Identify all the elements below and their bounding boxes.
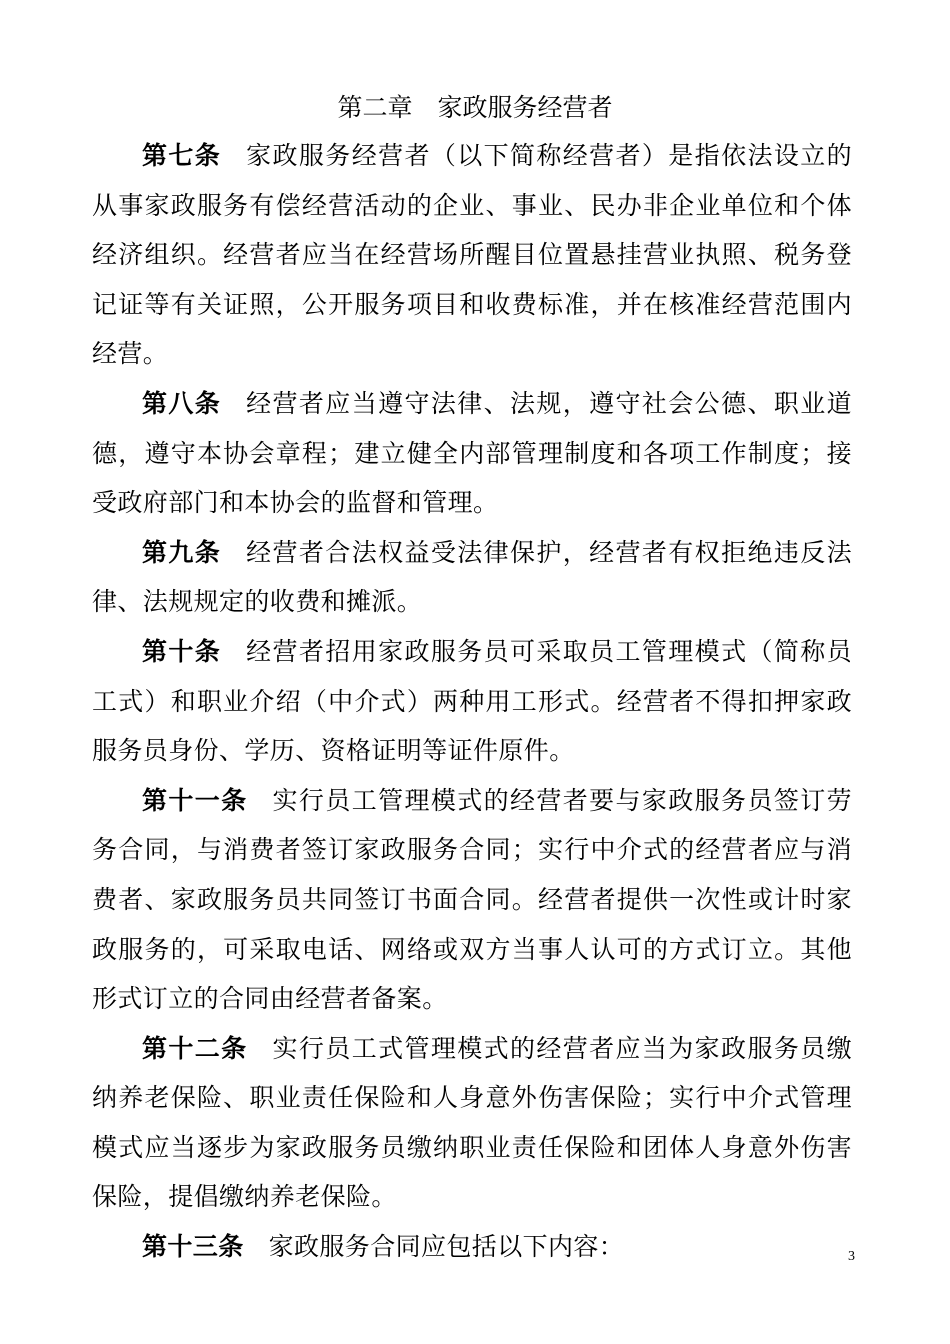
article-text: 家政服务合同应包括以下内容： xyxy=(268,1232,625,1262)
page-number: 3 xyxy=(848,1249,855,1264)
article-text: 经营者合法权益受法律保护，经营者有权拒绝违反法律、法规规定的收费和摊派。 xyxy=(92,537,853,617)
article-number: 第十一条 xyxy=(142,785,248,815)
article-text: 实行员工式管理模式的经营者应当为家政服务员缴纳养老保险、职业责任保险和人身意外伤害保险；实行中介式管理模式应当逐步为家政服务员缴纳职业责任保险和团体人身意外伤害保险，提倡缴纳养老保险。 xyxy=(92,1033,852,1212)
article-number: 第七条 xyxy=(142,141,222,170)
article-number: 第十条 xyxy=(142,636,222,666)
article-13 xyxy=(92,1222,852,1272)
article-text: 家政服务经营者（以下简称经营者）是指依法设立的从事家政服务有偿经营活动的企业、事业、民办非企业单位和个体经济组织。经营者应当在经营场所醒目位置悬挂营业执照、税务登记证等有关证照，公开服务项目和收费标准，并在核准经营范围内经营。 xyxy=(92,141,853,369)
article-number: 第八条 xyxy=(142,388,222,418)
article-7 xyxy=(92,131,852,379)
article-number: 第十二条 xyxy=(142,1033,248,1063)
article-text: 实行员工管理模式的经营者要与家政服务员签订劳务合同，与消费者签订家政服务合同；实行中介式的经营者应与消费者、家政服务员共同签订书面合同。经营者提供一次性或计时家政服务的，可采取电话、网络或双方当事人认可的方式订立。其他形式订立的合同由经营者备案。 xyxy=(92,785,852,1014)
article-9 xyxy=(92,528,852,627)
article-number: 第十三条 xyxy=(142,1232,244,1262)
article-number: 第九条 xyxy=(142,537,222,567)
article-12 xyxy=(92,1024,852,1222)
article-11 xyxy=(92,776,852,1024)
article-text: 经营者应当遵守法律、法规，遵守社会公德、职业道德，遵守本协会章程；建立健全内部管理制度和各项工作制度；接受政府部门和本协会的监督和管理。 xyxy=(92,388,853,518)
articles-body xyxy=(92,131,852,1272)
chapter-title: 第二章 家政服务经营者 xyxy=(337,93,613,122)
article-8 xyxy=(92,379,852,528)
article-text: 经营者招用家政服务员可采取员工管理模式（简称员工式）和职业介绍（中介式）两种用工形式。经营者不得扣押家政服务员身份、学历、资格证明等证件原件。 xyxy=(92,636,853,766)
article-10 xyxy=(92,627,852,776)
